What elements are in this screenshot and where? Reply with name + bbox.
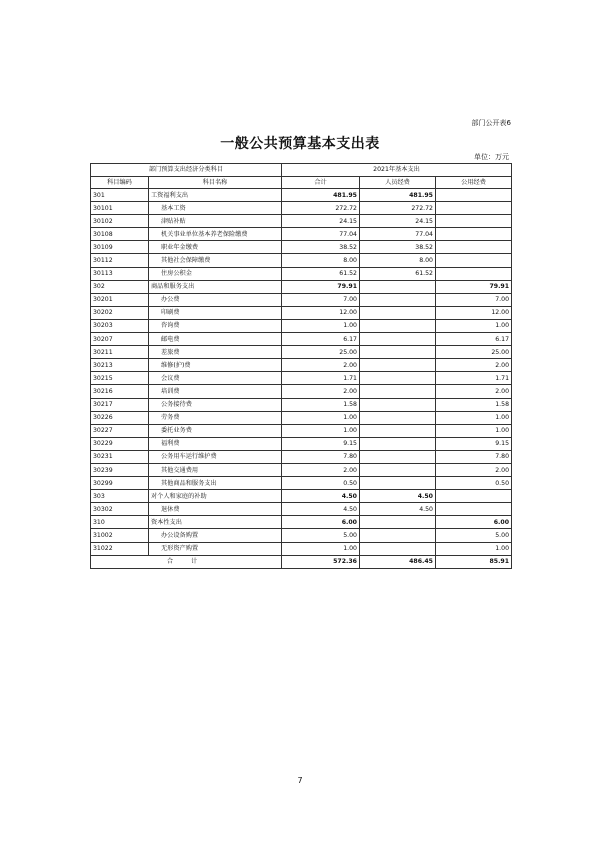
table-row — [91, 516, 512, 529]
subject-code: 310 — [91, 516, 149, 529]
subject-code: 30102 — [91, 215, 149, 228]
table-row — [91, 490, 512, 503]
personnel-value: 272.72 — [360, 202, 436, 215]
personnel-value: 77.04 — [360, 228, 436, 241]
subject-name: 咨询费 — [149, 319, 282, 332]
personnel-value — [360, 333, 436, 346]
total-value: 4.50 — [282, 490, 360, 503]
subject-name: 对个人和家庭的补助 — [149, 490, 282, 503]
table-row — [91, 293, 512, 306]
table-row — [91, 542, 512, 555]
subject-name: 会议费 — [149, 372, 282, 385]
total-value: 77.04 — [282, 228, 360, 241]
subject-code: 301 — [91, 189, 149, 202]
personnel-value — [360, 463, 436, 476]
personnel-value — [360, 529, 436, 542]
table-row — [91, 254, 512, 267]
table-row — [91, 437, 512, 450]
public-value: 2.00 — [436, 385, 512, 398]
public-value: 12.00 — [436, 306, 512, 319]
table-row — [91, 424, 512, 437]
personnel-value — [360, 450, 436, 463]
personnel-value: 481.95 — [360, 189, 436, 202]
subject-name: 邮电费 — [149, 333, 282, 346]
column-header-name: 科目名称 — [149, 176, 282, 189]
public-value — [436, 215, 512, 228]
total-value: 38.52 — [282, 241, 360, 254]
page-title: 一般公共预算基本支出表 — [220, 136, 380, 152]
public-value — [436, 490, 512, 503]
subject-code: 30211 — [91, 346, 149, 359]
table-row — [91, 202, 512, 215]
public-value: 1.58 — [436, 398, 512, 411]
total-value: 9.15 — [282, 437, 360, 450]
grand-personnel-value: 486.45 — [360, 555, 436, 568]
total-value: 5.00 — [282, 529, 360, 542]
subject-name: 公务接待费 — [149, 398, 282, 411]
total-value: 7.80 — [282, 450, 360, 463]
personnel-value — [360, 424, 436, 437]
personnel-value — [360, 306, 436, 319]
public-value — [436, 202, 512, 215]
total-value: 272.72 — [282, 202, 360, 215]
personnel-value — [360, 411, 436, 424]
table-row — [91, 463, 512, 476]
table-row — [91, 477, 512, 490]
subject-code: 30217 — [91, 398, 149, 411]
subject-code: 30113 — [91, 267, 149, 280]
subject-code: 30109 — [91, 241, 149, 254]
year-group-header: 2021年基本支出 — [282, 164, 512, 177]
subject-name: 劳务费 — [149, 411, 282, 424]
subject-code: 31002 — [91, 529, 149, 542]
personnel-value — [360, 293, 436, 306]
subject-name: 机关事业单位基本养老保险缴费 — [149, 228, 282, 241]
page-number: 7 — [297, 776, 303, 785]
table-row — [91, 398, 512, 411]
public-value: 1.00 — [436, 411, 512, 424]
table-row — [91, 346, 512, 359]
personnel-value: 38.52 — [360, 241, 436, 254]
total-value: 12.00 — [282, 306, 360, 319]
personnel-value — [360, 398, 436, 411]
public-value — [436, 503, 512, 516]
subject-name: 培训费 — [149, 385, 282, 398]
subject-name: 其他交通费用 — [149, 463, 282, 476]
subject-name: 福利费 — [149, 437, 282, 450]
subject-code: 30216 — [91, 385, 149, 398]
subject-name: 津贴补贴 — [149, 215, 282, 228]
table-row — [91, 319, 512, 332]
personnel-value — [360, 346, 436, 359]
public-value: 7.80 — [436, 450, 512, 463]
total-value: 6.17 — [282, 333, 360, 346]
table-row — [91, 228, 512, 241]
total-value: 1.00 — [282, 319, 360, 332]
total-value: 8.00 — [282, 254, 360, 267]
subject-name: 商品和服务支出 — [149, 280, 282, 293]
table-column-header-row — [91, 176, 512, 189]
personnel-value: 24.15 — [360, 215, 436, 228]
subject-name: 其他商品和服务支出 — [149, 477, 282, 490]
subject-name: 办公费 — [149, 293, 282, 306]
table-row — [91, 280, 512, 293]
personnel-value: 4.50 — [360, 490, 436, 503]
public-value: 2.00 — [436, 463, 512, 476]
total-value: 79.91 — [282, 280, 360, 293]
subject-name: 公务用车运行维护费 — [149, 450, 282, 463]
public-value: 2.00 — [436, 359, 512, 372]
subject-code: 30213 — [91, 359, 149, 372]
subject-name: 其他社会保障缴费 — [149, 254, 282, 267]
public-value: 1.00 — [436, 542, 512, 555]
personnel-value — [360, 516, 436, 529]
total-value: 1.00 — [282, 424, 360, 437]
subject-code: 30207 — [91, 333, 149, 346]
grand-public-value: 85.91 — [436, 555, 512, 568]
subject-name: 差旅费 — [149, 346, 282, 359]
public-value — [436, 254, 512, 267]
public-value: 1.00 — [436, 424, 512, 437]
personnel-value: 61.52 — [360, 267, 436, 280]
subject-code: 30201 — [91, 293, 149, 306]
grand-total-value: 572.36 — [282, 555, 360, 568]
personnel-value — [360, 477, 436, 490]
subject-name: 工资福利支出 — [149, 189, 282, 202]
subject-name: 退休费 — [149, 503, 282, 516]
table-row — [91, 359, 512, 372]
subject-code: 30299 — [91, 477, 149, 490]
public-value: 79.91 — [436, 280, 512, 293]
subject-code: 302 — [91, 280, 149, 293]
table-row — [91, 529, 512, 542]
subject-name: 维修(护)费 — [149, 359, 282, 372]
table-header-group-row — [91, 164, 512, 177]
public-value: 7.00 — [436, 293, 512, 306]
subject-code: 30112 — [91, 254, 149, 267]
public-value: 6.17 — [436, 333, 512, 346]
subject-code: 30101 — [91, 202, 149, 215]
public-value: 1.71 — [436, 372, 512, 385]
personnel-value — [360, 372, 436, 385]
subject-code: 30231 — [91, 450, 149, 463]
total-value: 61.52 — [282, 267, 360, 280]
subject-code: 30226 — [91, 411, 149, 424]
subject-name: 住房公积金 — [149, 267, 282, 280]
unit-label: 单位：万元 — [474, 153, 509, 161]
subject-name: 资本性支出 — [149, 516, 282, 529]
public-value: 0.50 — [436, 477, 512, 490]
table-row — [91, 333, 512, 346]
subject-code: 30302 — [91, 503, 149, 516]
column-header-public: 公用经费 — [436, 176, 512, 189]
subject-name: 办公设备购置 — [149, 529, 282, 542]
total-value: 6.00 — [282, 516, 360, 529]
public-value — [436, 267, 512, 280]
personnel-value: 4.50 — [360, 503, 436, 516]
subject-name: 无形资产购置 — [149, 542, 282, 555]
table-row — [91, 411, 512, 424]
table-row — [91, 385, 512, 398]
personnel-value — [360, 359, 436, 372]
personnel-value — [360, 437, 436, 450]
total-value: 0.50 — [282, 477, 360, 490]
total-row — [91, 555, 512, 568]
table-row — [91, 450, 512, 463]
personnel-value: 8.00 — [360, 254, 436, 267]
table-row — [91, 306, 512, 319]
total-value: 2.00 — [282, 359, 360, 372]
total-value: 1.00 — [282, 542, 360, 555]
subject-code: 30227 — [91, 424, 149, 437]
table-row — [91, 241, 512, 254]
total-value: 1.00 — [282, 411, 360, 424]
total-value: 24.15 — [282, 215, 360, 228]
table-row — [91, 189, 512, 202]
subject-code: 30239 — [91, 463, 149, 476]
table-row — [91, 372, 512, 385]
total-value: 481.95 — [282, 189, 360, 202]
public-value: 25.00 — [436, 346, 512, 359]
total-value: 1.58 — [282, 398, 360, 411]
subject-code: 30215 — [91, 372, 149, 385]
subject-code: 30108 — [91, 228, 149, 241]
budget-table — [90, 163, 512, 569]
personnel-value — [360, 319, 436, 332]
subject-name: 委托业务费 — [149, 424, 282, 437]
personnel-value — [360, 542, 436, 555]
subject-code: 30229 — [91, 437, 149, 450]
column-header-code: 科目编码 — [91, 176, 149, 189]
personnel-value — [360, 280, 436, 293]
subject-name: 职业年金缴费 — [149, 241, 282, 254]
public-value: 1.00 — [436, 319, 512, 332]
total-value: 4.50 — [282, 503, 360, 516]
table-row — [91, 215, 512, 228]
total-value: 25.00 — [282, 346, 360, 359]
total-label: 合 计 — [91, 555, 282, 568]
subject-name: 印刷费 — [149, 306, 282, 319]
public-value — [436, 241, 512, 254]
total-value: 2.00 — [282, 463, 360, 476]
personnel-value — [360, 385, 436, 398]
table-row — [91, 503, 512, 516]
public-value — [436, 228, 512, 241]
table-row — [91, 267, 512, 280]
subject-name: 基本工资 — [149, 202, 282, 215]
subject-code: 30202 — [91, 306, 149, 319]
column-header-total: 合计 — [282, 176, 360, 189]
category-header: 部门预算支出经济分类科目 — [91, 164, 282, 177]
total-value: 1.71 — [282, 372, 360, 385]
page-tag: 部门公开表6 — [471, 119, 511, 127]
subject-code: 30203 — [91, 319, 149, 332]
column-header-personnel: 人员经费 — [360, 176, 436, 189]
public-value: 6.00 — [436, 516, 512, 529]
subject-code: 31022 — [91, 542, 149, 555]
total-value: 7.00 — [282, 293, 360, 306]
public-value: 9.15 — [436, 437, 512, 450]
total-value: 2.00 — [282, 385, 360, 398]
public-value: 5.00 — [436, 529, 512, 542]
public-value — [436, 189, 512, 202]
subject-code: 303 — [91, 490, 149, 503]
